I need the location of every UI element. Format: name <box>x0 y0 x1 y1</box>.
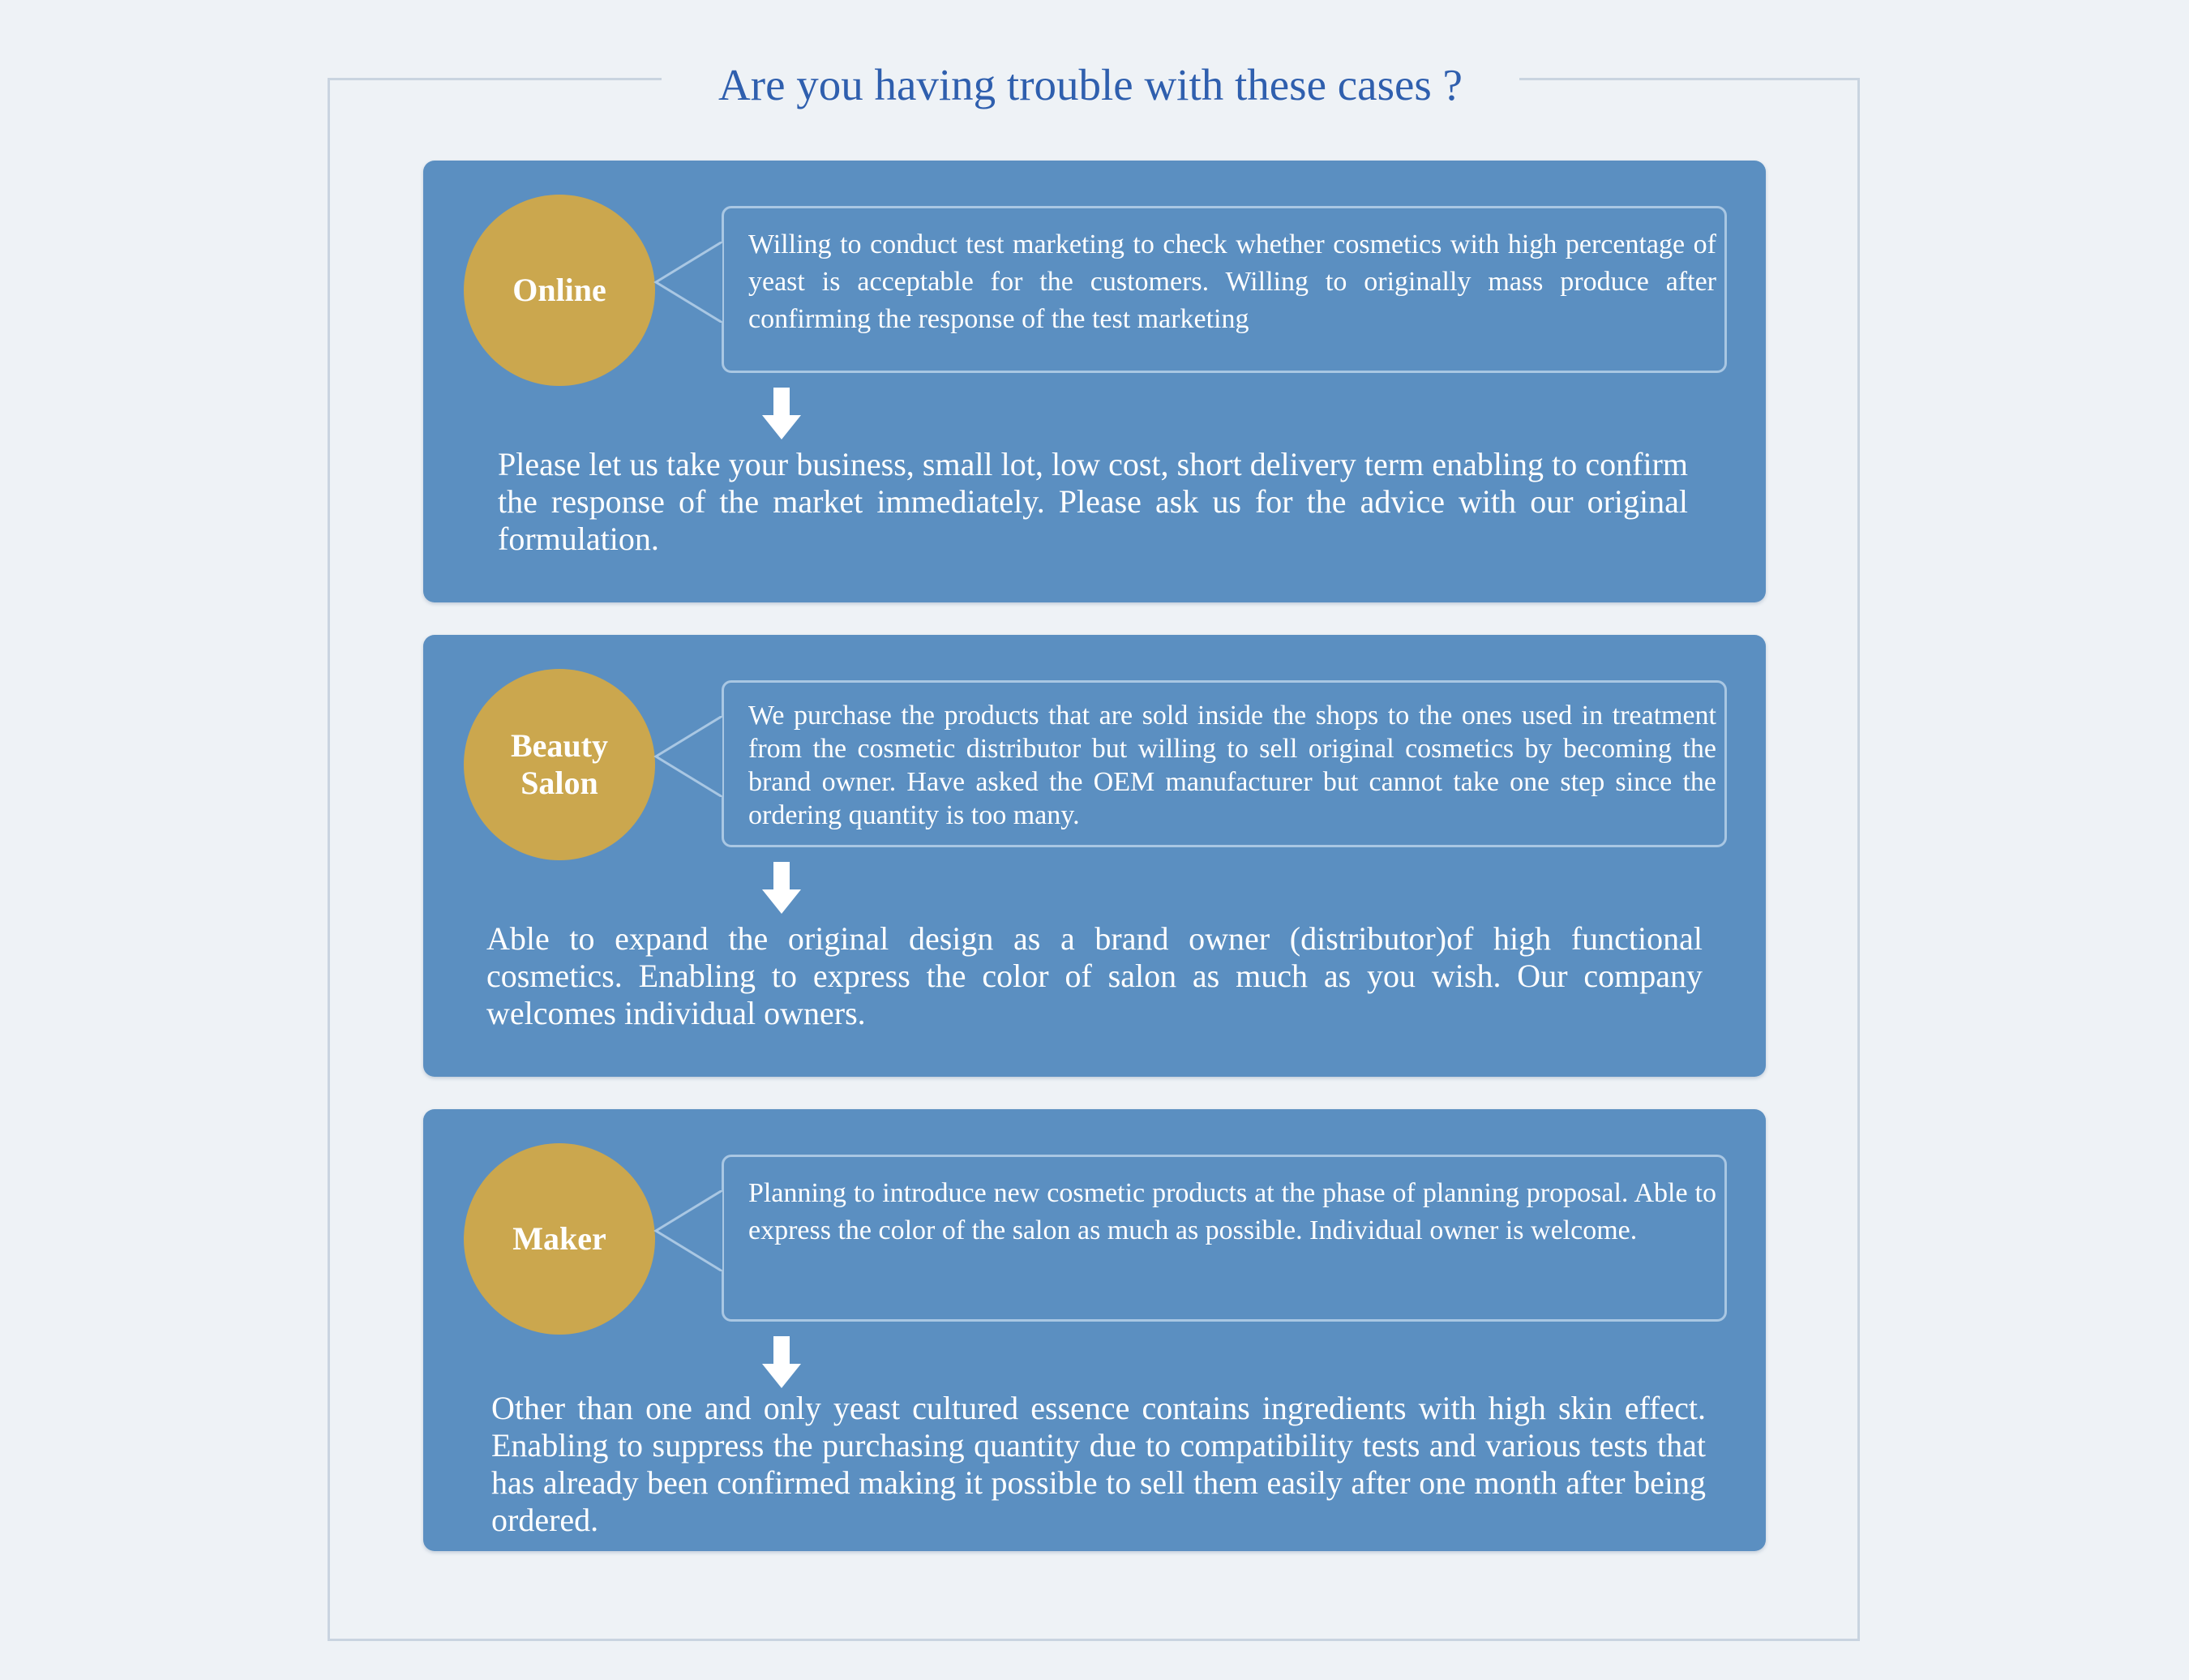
speech-pointer-icon <box>651 1190 722 1271</box>
problem-text: We purchase the products that are sold inside the shops to the ones used in treatment from the cosmetic distributor but willing to sell original cosmetics by becoming the brand owner. Have asked the OEM manufacturer but cannot take one step since the ordering quantity is too many. <box>748 701 1716 830</box>
problem-text: Willing to conduct test marketing to check whether cosmetics with high percentage of yeast is acceptable for the customers. Willing to originally mass produce after confirming the response of the test marketing <box>748 229 1716 334</box>
problem-text: Planning to introduce new cosmetic products at the phase of planning proposal. Able to express the color of the salon as much as possible. Individual owner is welcome. <box>748 1178 1716 1245</box>
title-wrap <box>662 49 1519 120</box>
case-badge-label: Maker <box>512 1220 606 1257</box>
arrow-down-icon <box>760 388 803 441</box>
problem-bubble <box>722 206 1727 373</box>
arrow-down-icon <box>760 862 803 915</box>
solution-text: Please let us take your business, small lot, low cost, short delivery term enabling to confirm the response of the market immediately. Please ask us for the advice with our original formulation. <box>498 446 1688 557</box>
case-card-online <box>423 161 1766 602</box>
case-badge <box>464 195 655 386</box>
page-title: Are you having trouble with these cases ? <box>718 59 1463 109</box>
solution-text: Other than one and only yeast cultured essence contains ingredients with high skin effect. Enabling to suppress the purchasing quantity due to compatibility tests and various tests that has already been confirmed making it possible to sell them easily after one month after being ordered. <box>491 1390 1706 1538</box>
speech-pointer-icon <box>651 716 722 797</box>
case-badge-label: Beauty Salon <box>511 727 608 801</box>
case-card-beauty-salon <box>423 635 1766 1077</box>
case-badge-label: Online <box>512 272 606 308</box>
problem-bubble <box>722 1155 1727 1322</box>
problem-bubble <box>722 680 1727 847</box>
arrow-down-icon <box>760 1336 803 1390</box>
speech-pointer-icon <box>651 242 722 323</box>
case-badge <box>464 669 655 860</box>
case-badge <box>464 1143 655 1335</box>
case-card-maker <box>423 1109 1766 1551</box>
solution-text: Able to expand the original design as a brand owner (distributor)of high functional cosmetics. Enabling to express the color of salon as much as you wish. Our company welcomes individual owners. <box>486 920 1703 1031</box>
